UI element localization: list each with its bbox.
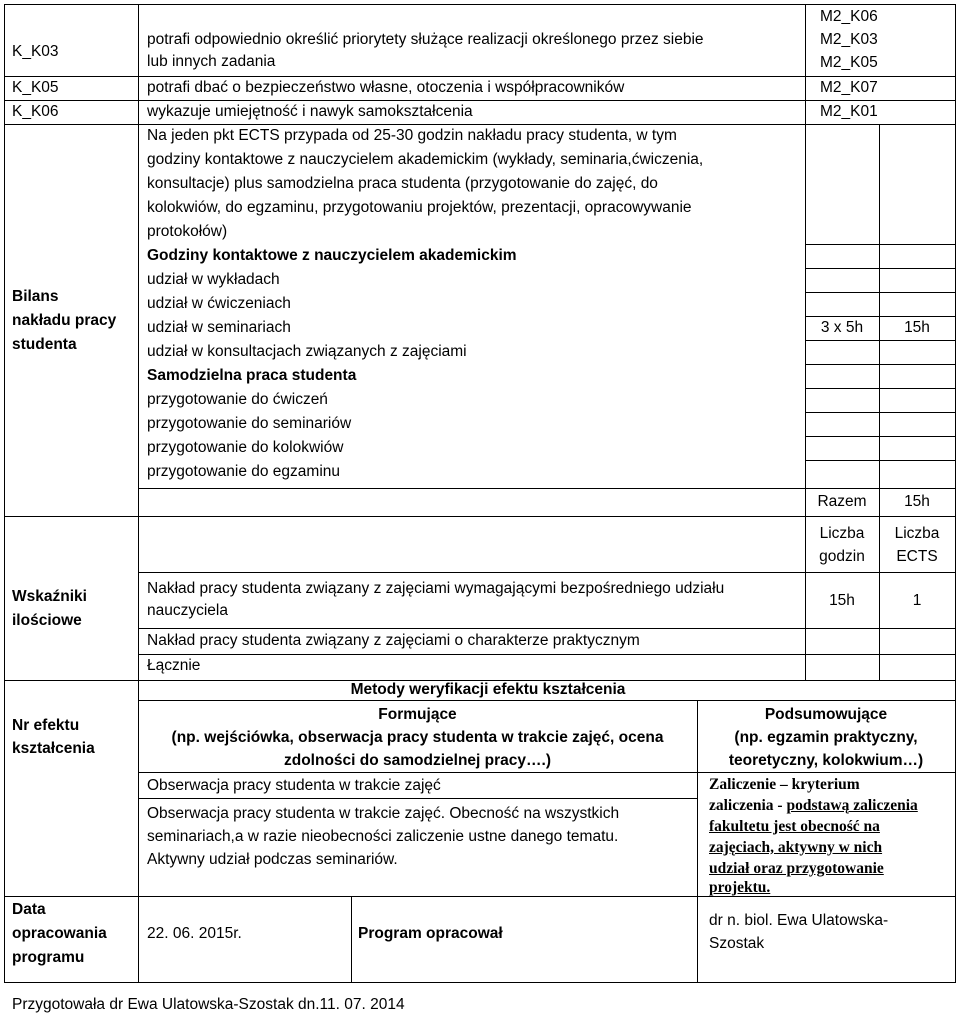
self-item-colloquia: przygotowanie do kolokwiów [147,439,344,456]
summative-criterion-4: zajęciach, aktywny w nich [709,839,883,856]
summative-criterion-3: fakultetu jest obecność na [709,818,880,835]
formujace-sub-2: zdolności do samodzielnej pracy….) [284,752,551,769]
bilans-intro-5: protokołów) [147,223,228,240]
podsumowujace-title: Podsumowujące [764,706,888,723]
bilans-intro-3: konsultacje) plus samodzielna praca studenta (przygotowanie do zajęć, do [147,175,658,192]
formative-method-2-line2: seminariach,a w razie nieobecności zaliczenie ustne danego tematu. [147,828,619,845]
nr-efektu-label-2: kształcenia [12,740,95,757]
effect-text-k06: wykazuje umiejętność i nawyk samokształcenia [147,103,473,120]
data-label-2: opracowania [12,925,107,942]
nr-efektu-label-1: Nr efektu [12,717,80,734]
ref-m2-k03: M2_K03 [820,31,878,48]
direct-workload-ects: 1 [912,592,922,609]
ref-m2-k06: M2_K06 [820,8,878,25]
col-ects-header-2: ECTS [896,548,938,565]
contact-item-seminars: udział w seminariach [147,319,291,336]
code-k-k03: K_K03 [12,43,59,60]
formative-method-2-line1: Obserwacja pracy studenta w trakcie zajęć. Obecność na wszystkich [147,805,620,822]
effect-text-k03-line1: potrafi odpowiednio określić priorytety służące realizacji określonego przez siebie [147,31,704,48]
podsumowujace-sub-1: (np. egzamin praktyczny, [734,729,918,746]
data-label-1: Data [12,901,46,918]
formative-method-1: Obserwacja pracy studenta w trakcie zajęć [147,777,441,794]
bilans-intro-1: Na jeden pkt ECTS przypada od 25-30 godzin nakładu pracy studenta, w tym [147,127,677,144]
code-k-k06: K_K06 [12,103,59,120]
program-author-label: Program opracował [358,925,503,942]
bilans-intro-4: kolokwiów, do egzaminu, przygotowaniu projektów, prezentacji, opracowywanie [147,199,692,216]
code-k-k05: K_K05 [12,79,59,96]
summative-criterion-2-ul: podstawą zaliczenia [786,797,918,814]
seminars-calc: 3 x 5h [820,319,864,336]
total-workload: Łącznie [147,657,201,674]
wskazniki-label-1: Wskaźniki [12,588,87,605]
direct-workload-hours: 15h [829,592,855,609]
effect-text-k03-line2: lub innych zadania [147,53,276,70]
summative-criterion-2-pre: zaliczenia - [709,797,787,814]
self-work-heading: Samodzielna praca studenta [147,367,357,384]
data-label-3: programu [12,949,85,966]
self-item-exam: przygotowanie do egzaminu [147,463,341,480]
bilans-label-2: nakładu pracy [12,312,117,329]
contact-item-consultations: udział w konsultacjach związanych z zajęciami [147,343,467,360]
preparation-date: 22. 06. 2015r. [147,925,242,942]
practical-workload: Nakład pracy studenta związany z zajęciami o charakterze praktycznym [147,632,640,649]
contact-hours-heading: Godziny kontaktowe z nauczycielem akademickim [147,247,517,264]
direct-workload-line1: Nakład pracy studenta związany z zajęciami wymagającymi bezpośredniego udziału [147,580,725,597]
effect-text-k05: potrafi dbać o bezpieczeństwo własne, otoczenia i współpracowników [147,79,625,96]
self-item-seminars: przygotowanie do seminariów [147,415,352,432]
contact-item-exercises: udział w ćwiczeniach [147,295,291,312]
contact-item-lectures: udział w wykładach [147,271,280,288]
col-hours-header-1: Liczba [819,525,865,542]
summative-criterion-6: projektu. [709,879,771,896]
summative-criterion-2 [709,795,918,816]
bilans-intro-2: godziny kontaktowe z nauczycielem akademickim (wykłady, seminaria,ćwiczenia, [147,151,704,168]
col-hours-header-2: godzin [819,548,865,565]
summative-criterion-1: Zaliczenie – kryterium [709,776,860,793]
ref-m2-k01: M2_K01 [820,103,878,120]
col-ects-header-1: Liczba [894,525,940,542]
ref-m2-k07: M2_K07 [820,79,878,96]
program-author-name-2: Szostak [709,935,765,952]
formujace-sub-1: (np. wejściówka, obserwacja pracy studenta w trakcie zajęć, ocena [171,729,664,746]
bilans-label-1: Bilans [12,288,59,305]
methods-heading: Metody weryfikacji efektu kształcenia [350,681,626,698]
formative-method-2-line3: Aktywny udział podczas seminariów. [147,851,398,868]
podsumowujace-sub-2: teoretyczny, kolokwium…) [728,752,924,769]
wskazniki-label-2: ilościowe [12,612,82,629]
seminars-hours: 15h [904,319,930,336]
bilans-label-3: studenta [12,336,77,353]
footer-note: Przygotowała dr Ewa Ulatowska-Szostak dn.11. 07. 2014 [12,996,405,1013]
ref-m2-k05: M2_K05 [820,54,878,71]
program-author-name-1: dr n. biol. Ewa Ulatowska- [709,912,889,929]
total-value: 15h [904,493,930,510]
direct-workload-line2: nauczyciela [147,602,228,619]
self-item-exercises: przygotowanie do ćwiczeń [147,391,328,408]
summative-criterion-5: udział oraz przygotowanie [709,860,884,877]
formujace-title: Formujące [378,706,457,723]
total-label: Razem [817,493,867,510]
